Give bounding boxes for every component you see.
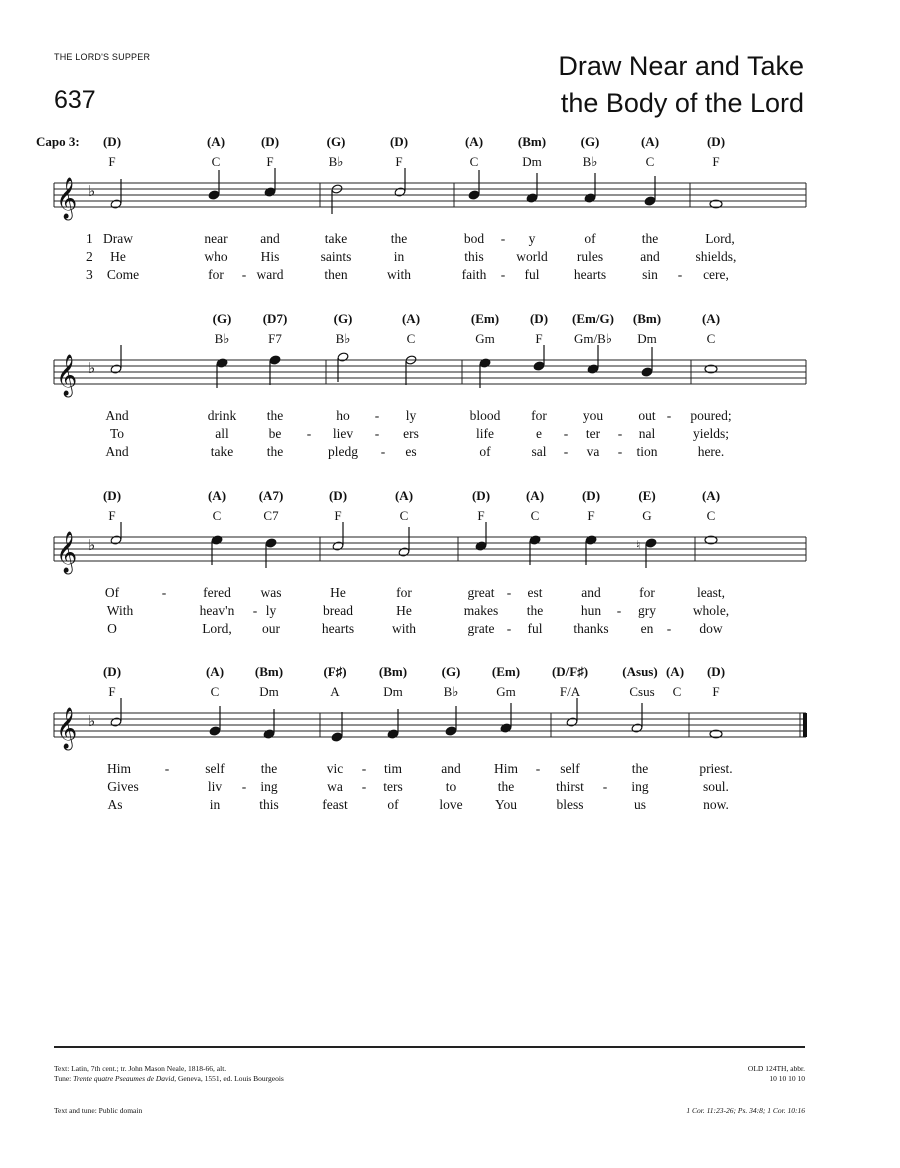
lyric-syllable: ful	[524, 267, 540, 282]
lyric-syllable: self	[205, 761, 225, 776]
capo-chord: (D)	[706, 664, 726, 679]
capo-chord: (D)	[102, 134, 122, 149]
lyric-syllable: fered	[203, 585, 231, 600]
lyric-syllable: whole,	[692, 603, 730, 618]
lyric-syllable: soul.	[703, 779, 729, 794]
lyric-syllable: As	[107, 797, 123, 812]
verse-number: 1	[86, 231, 93, 246]
capo-chord: (D)	[581, 488, 601, 503]
title-line-2: the Body of the Lord	[560, 88, 804, 118]
lyric-syllable: faith	[461, 267, 487, 282]
lyric-syllable: -	[241, 267, 247, 282]
lyric-syllable: ers	[403, 426, 419, 441]
lyric-syllable: drink	[207, 408, 237, 423]
capo-chord: (G)	[441, 664, 461, 679]
lyric-syllable: vic	[326, 761, 344, 776]
lyric-syllable: ter	[585, 426, 601, 441]
text-credit	[54, 1064, 284, 1084]
capo-chord: (A)	[464, 134, 484, 149]
lyric-syllable: out	[638, 408, 656, 423]
lyric-syllable: tim	[383, 761, 403, 776]
guitar-chord: Gm	[496, 684, 516, 699]
lyric-syllable: and	[260, 231, 280, 246]
guitar-chord: F	[334, 508, 342, 523]
lyric-syllable: near	[204, 231, 228, 246]
verse-number: 2	[86, 249, 93, 264]
lyric-syllable: great	[467, 585, 495, 600]
capo-chord: (A)	[394, 488, 414, 503]
lyric-syllable: this	[259, 797, 279, 812]
capo-chord: (G)	[212, 311, 232, 326]
lyric-syllable: -	[602, 779, 608, 794]
lyric-syllable: grate	[467, 621, 495, 636]
lyric-syllable: -	[666, 621, 672, 636]
capo-chord: (D)	[260, 134, 280, 149]
capo-chord: (G)	[580, 134, 600, 149]
title-line-1: Draw Near and Take	[558, 51, 804, 81]
lyric-syllable: You	[495, 797, 517, 812]
lyric-syllable: for	[208, 267, 224, 282]
lyric-syllable: heav'n	[199, 603, 235, 618]
capo-chord: (E)	[638, 488, 656, 503]
guitar-chord: Gm	[475, 331, 495, 346]
hymn-number: 637	[54, 86, 96, 114]
capo-chord: (A)	[525, 488, 545, 503]
capo-chord: (D)	[102, 488, 122, 503]
meter: 10 10 10 10	[769, 1074, 805, 1083]
lyric-syllable: blood	[469, 408, 501, 423]
lyric-syllable: ing	[631, 779, 649, 794]
lyric-syllable: -	[617, 426, 623, 441]
guitar-chord: A	[330, 684, 340, 699]
lyric-syllable: ing	[260, 779, 278, 794]
capo-chord: (D)	[471, 488, 491, 503]
guitar-chord: Gm/B♭	[574, 331, 612, 346]
capo-chord: (D)	[328, 488, 348, 503]
lyric-syllable: Draw	[103, 231, 133, 246]
lyric-syllable: cere,	[703, 267, 729, 282]
lyric-syllable: sal	[531, 444, 547, 459]
lyric-syllable: saints	[320, 249, 352, 264]
lyric-syllable: -	[506, 621, 512, 636]
capo-chord: (F♯)	[323, 664, 347, 679]
lyric-syllable: -	[617, 444, 623, 459]
lyric-syllable: and	[441, 761, 461, 776]
lyric-syllable: for	[639, 585, 655, 600]
hymn-title	[558, 48, 804, 122]
lyric-syllable: -	[500, 267, 506, 282]
lyric-syllable: -	[374, 426, 380, 441]
flat-key-icon: ♭	[88, 182, 96, 200]
lyric-syllable: of	[584, 231, 596, 246]
guitar-chord: F	[395, 154, 403, 169]
lyric-syllable: this	[464, 249, 484, 264]
lyric-syllable: the	[497, 779, 515, 794]
lyric-syllable: -	[306, 426, 312, 441]
treble-clef-icon: 𝄞	[56, 708, 78, 749]
lyric-syllable: Him	[493, 761, 519, 776]
lyric-syllable: He	[396, 603, 412, 618]
lyric-syllable: bread	[323, 603, 353, 618]
guitar-chord: Dm	[522, 154, 542, 169]
final-barline	[803, 713, 807, 737]
lyric-syllable: least,	[696, 585, 726, 600]
lyric-syllable: makes	[463, 603, 499, 618]
lyric-syllable: -	[500, 231, 506, 246]
lyric-syllable: wa	[327, 779, 343, 794]
capo-chord: (Bm)	[254, 664, 284, 679]
lyric-syllable: take	[210, 444, 234, 459]
guitar-chord: F	[266, 154, 274, 169]
guitar-chord: C	[399, 508, 409, 523]
lyric-syllable: bod	[463, 231, 485, 246]
capo-chord: (G)	[333, 311, 353, 326]
lyric-syllable: ly	[405, 408, 417, 423]
lyric-syllable: us	[633, 797, 647, 812]
lyric-syllable: -	[616, 603, 622, 618]
guitar-chord: B♭	[335, 331, 351, 346]
capo-chord: (D)	[529, 311, 549, 326]
guitar-chord: Csus	[629, 684, 655, 699]
lyric-syllable: self	[560, 761, 580, 776]
guitar-chord: F	[535, 331, 543, 346]
lyric-syllable: for	[531, 408, 547, 423]
capo-chord: (Asus)	[622, 664, 658, 679]
tune-source: Trente quatre Pseaumes de David,	[73, 1074, 177, 1083]
capo-chord: (Bm)	[378, 664, 408, 679]
text-credit-line: Text: Latin, 7th cent.; tr. John Mason Neale, 1818-66, alt.	[54, 1064, 227, 1073]
lyric-syllable: thanks	[573, 621, 609, 636]
lyric-syllable: en	[640, 621, 654, 636]
music-staff	[50, 522, 810, 582]
guitar-chord: C	[706, 508, 716, 523]
lyric-syllable: with	[391, 621, 417, 636]
lyric-syllable: feast	[322, 797, 348, 812]
capo-chord: (Em)	[470, 311, 500, 326]
guitar-chord: B♭	[582, 154, 598, 169]
capo-chord: (A)	[640, 134, 660, 149]
lyric-syllable: thirst	[556, 779, 584, 794]
footer-divider	[54, 1046, 805, 1048]
lyric-syllable: ful	[527, 621, 543, 636]
guitar-chord: Dm	[259, 684, 279, 699]
lyric-syllable: bless	[556, 797, 584, 812]
treble-clef-icon: 𝄞	[56, 532, 78, 573]
scripture-refs: 1 Cor. 11:23-26; Ps. 34:8; 1 Cor. 10:16	[686, 1106, 805, 1115]
lyric-syllable: -	[506, 585, 512, 600]
verse-number: 3	[86, 267, 93, 282]
lyric-syllable: shields,	[695, 249, 737, 264]
lyric-syllable: And	[105, 444, 129, 459]
music-staff	[50, 168, 810, 228]
lyric-syllable: -	[677, 267, 683, 282]
lyric-syllable: -	[361, 779, 367, 794]
lyric-syllable: all	[215, 426, 229, 441]
capo-chord: (Bm)	[517, 134, 547, 149]
lyric-syllable: hearts	[573, 267, 607, 282]
guitar-chord: G	[642, 508, 652, 523]
lyric-syllable: now.	[703, 797, 729, 812]
capo-chord: (A)	[205, 664, 225, 679]
lyric-syllable: To	[109, 426, 125, 441]
lyric-syllable: was	[260, 585, 282, 600]
lyric-syllable: hearts	[321, 621, 355, 636]
lyric-syllable: va	[586, 444, 600, 459]
lyric-syllable: the	[631, 761, 649, 776]
capo-chord: (A)	[665, 664, 685, 679]
lyric-syllable: -	[535, 761, 541, 776]
lyric-syllable: His	[260, 249, 280, 264]
capo-chord: (G)	[326, 134, 346, 149]
capo-chord: (A)	[207, 488, 227, 503]
guitar-chord: F	[108, 154, 116, 169]
lyric-syllable: He	[330, 585, 346, 600]
section-heading: THE LORD'S SUPPER	[54, 52, 151, 62]
lyric-syllable: the	[641, 231, 659, 246]
flat-key-icon: ♭	[88, 712, 96, 730]
guitar-chord: F	[712, 684, 720, 699]
lyric-syllable: the	[260, 761, 278, 776]
lyric-syllable: priest.	[699, 761, 733, 776]
lyric-syllable: Come	[106, 267, 140, 282]
guitar-chord: C7	[263, 508, 279, 523]
capo-chord: (Em)	[491, 664, 521, 679]
guitar-chord: F	[712, 154, 720, 169]
guitar-chord: Dm	[383, 684, 403, 699]
lyric-syllable: -	[563, 444, 569, 459]
capo-chord: (D/F♯)	[551, 664, 589, 679]
lyric-syllable: Of	[104, 585, 120, 600]
lyric-syllable: for	[396, 585, 412, 600]
lyric-syllable: rules	[576, 249, 604, 264]
guitar-chord: C	[210, 684, 220, 699]
guitar-chord: C	[530, 508, 540, 523]
lyric-syllable: love	[439, 797, 463, 812]
lyric-syllable: ters	[383, 779, 403, 794]
lyric-syllable: Lord,	[202, 621, 232, 636]
lyric-syllable: and	[640, 249, 660, 264]
lyric-syllable: e	[536, 426, 542, 441]
lyric-syllable: life	[476, 426, 494, 441]
lyric-syllable: world	[516, 249, 548, 264]
lyric-syllable: nal	[638, 426, 656, 441]
capo-chord: (A)	[701, 311, 721, 326]
lyric-syllable: the	[390, 231, 408, 246]
treble-clef-icon: 𝄞	[56, 355, 78, 396]
lyric-syllable: the	[526, 603, 544, 618]
capo-chord: (A7)	[258, 488, 284, 503]
capo-chord: (A)	[401, 311, 421, 326]
lyric-syllable: ly	[265, 603, 277, 618]
lyric-syllable: in	[393, 249, 405, 264]
lyric-syllable: and	[581, 585, 601, 600]
lyric-syllable: Him	[106, 761, 132, 776]
lyric-syllable: gry	[638, 603, 656, 618]
lyric-syllable: of	[479, 444, 491, 459]
lyric-syllable: -	[666, 408, 672, 423]
capo-chord: (Em/G)	[572, 311, 614, 326]
lyric-syllable: dow	[699, 621, 723, 636]
capo-chord: (D)	[389, 134, 409, 149]
lyric-syllable: poured;	[690, 408, 732, 423]
guitar-chord: F/A	[559, 684, 581, 699]
lyric-syllable: the	[266, 408, 284, 423]
copyright: Text and tune: Public domain	[54, 1106, 143, 1115]
lyric-syllable: of	[387, 797, 399, 812]
treble-clef-icon: 𝄞	[56, 178, 78, 219]
lyric-syllable: liv	[207, 779, 223, 794]
flat-key-icon: ♭	[88, 359, 96, 377]
lyric-syllable: O	[107, 621, 117, 636]
guitar-chord: C	[672, 684, 682, 699]
lyric-syllable: with	[386, 267, 412, 282]
lyric-syllable: in	[209, 797, 221, 812]
lyric-syllable: y	[528, 231, 536, 246]
guitar-chord: F	[108, 684, 116, 699]
lyric-syllable: With	[106, 603, 134, 618]
guitar-chord: C	[211, 154, 221, 169]
lyric-syllable: -	[161, 585, 167, 600]
lyric-syllable: ho	[336, 408, 350, 423]
natural-sign-icon: ♮	[636, 538, 641, 552]
tune-info	[748, 1064, 805, 1084]
lyric-syllable: -	[361, 761, 367, 776]
lyric-syllable: -	[241, 779, 247, 794]
lyric-syllable: you	[582, 408, 604, 423]
tune-label: Tune:	[54, 1074, 72, 1083]
lyric-syllable: Lord,	[705, 231, 735, 246]
lyric-syllable: yields;	[693, 426, 729, 441]
lyric-syllable: to	[445, 779, 457, 794]
lyric-syllable: be	[268, 426, 282, 441]
lyric-syllable: hun	[580, 603, 602, 618]
music-staff	[50, 698, 810, 758]
tune-name: OLD 124TH, abbr.	[747, 1064, 805, 1073]
flat-key-icon: ♭	[88, 536, 96, 554]
guitar-chord: C	[212, 508, 222, 523]
lyric-syllable: here.	[697, 444, 725, 459]
lyric-syllable: the	[266, 444, 284, 459]
guitar-chord: B♭	[328, 154, 344, 169]
capo-chord: (D)	[102, 664, 122, 679]
lyric-syllable: -	[563, 426, 569, 441]
music-staff	[50, 345, 810, 405]
lyric-syllable: then	[324, 267, 348, 282]
lyric-syllable: est	[527, 585, 543, 600]
lyric-syllable: who	[204, 249, 228, 264]
guitar-chord: B♭	[443, 684, 459, 699]
lyric-syllable: -	[252, 603, 258, 618]
lyric-syllable: our	[262, 621, 280, 636]
capo-chord: (Bm)	[632, 311, 662, 326]
lyric-syllable: pledg	[328, 444, 358, 459]
guitar-chord: F	[108, 508, 116, 523]
lyric-syllable: ward	[256, 267, 284, 282]
lyric-syllable: And	[105, 408, 129, 423]
lyric-syllable: Gives	[107, 779, 139, 794]
lyric-syllable: sin	[642, 267, 658, 282]
lyric-syllable: liev	[332, 426, 354, 441]
guitar-chord: C	[645, 154, 655, 169]
guitar-chord: F	[477, 508, 485, 523]
capo-chord: (D7)	[262, 311, 288, 326]
tune-credit-line	[54, 1074, 284, 1084]
capo-chord: (A)	[206, 134, 226, 149]
guitar-chord: F7	[268, 331, 282, 346]
lyric-syllable: es	[405, 444, 417, 459]
capo-chord: (A)	[701, 488, 721, 503]
capo-chord: (D)	[706, 134, 726, 149]
guitar-chord: C	[406, 331, 416, 346]
lyric-syllable: -	[374, 408, 380, 423]
lyric-syllable: He	[110, 249, 126, 264]
lyric-syllable: -	[380, 444, 386, 459]
capo-label: Capo 3:	[36, 134, 80, 149]
guitar-chord: Dm	[637, 331, 657, 346]
tune-rest: Geneva, 1551, ed. Louis Bourgeois	[177, 1074, 284, 1083]
guitar-chord: C	[469, 154, 479, 169]
guitar-chord: B♭	[214, 331, 230, 346]
guitar-chord: F	[587, 508, 595, 523]
lyric-syllable: -	[164, 761, 170, 776]
guitar-chord: C	[706, 331, 716, 346]
lyric-syllable: tion	[636, 444, 658, 459]
lyric-syllable: take	[324, 231, 348, 246]
